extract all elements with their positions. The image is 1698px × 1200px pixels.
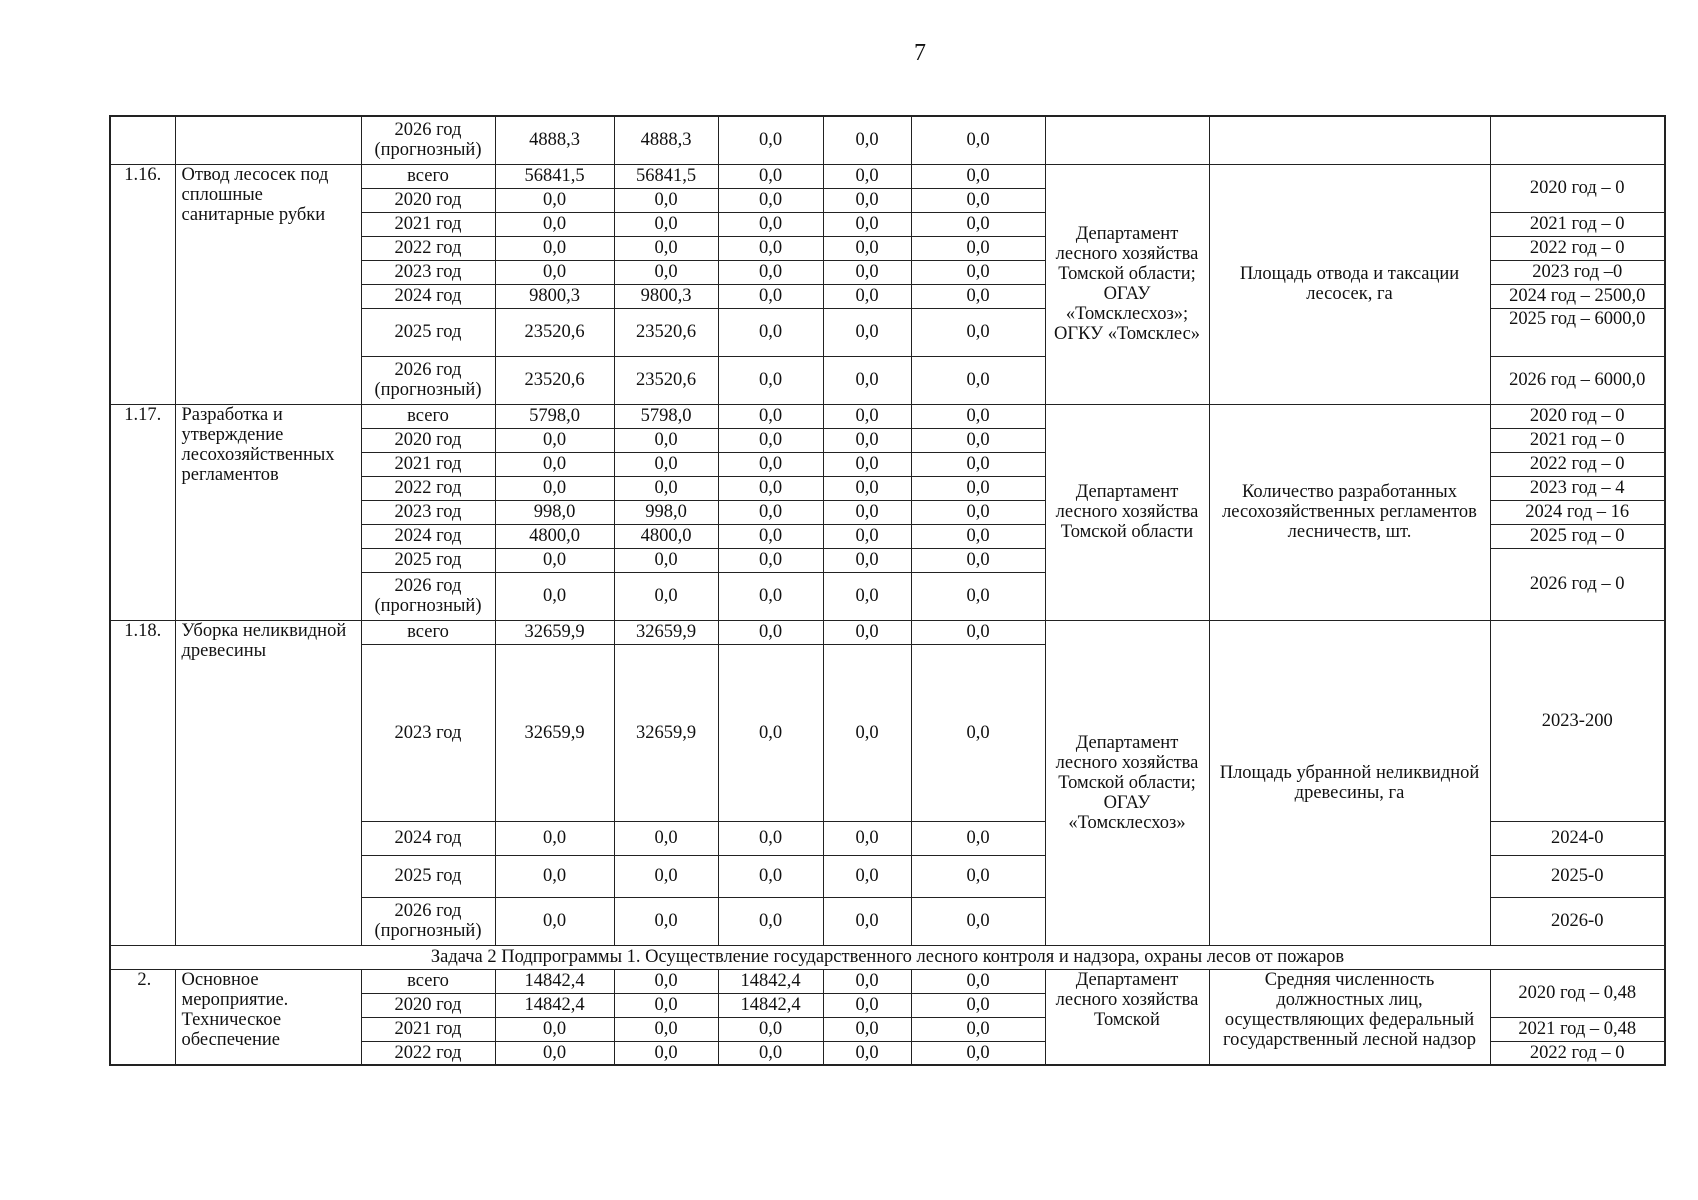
- value-cell: 0,0: [823, 993, 911, 1017]
- value-cell: 0,0: [718, 855, 823, 897]
- item-number: 2.: [110, 969, 175, 1065]
- value-cell: 0,0: [911, 356, 1045, 404]
- value-cell: 23520,6: [495, 308, 614, 356]
- value-cell: 0,0: [911, 524, 1045, 548]
- value-cell: 0,0: [911, 476, 1045, 500]
- item-name: Разработка и утверждение лесохозяйственных регламентов: [175, 404, 361, 620]
- year-cell: 2024 год: [361, 524, 495, 548]
- value-cell: 56841,5: [495, 164, 614, 188]
- value-cell: 0,0: [718, 620, 823, 644]
- value-cell: 0,0: [911, 572, 1045, 620]
- value-cell: 0,0: [911, 969, 1045, 993]
- value-cell: 0,0: [911, 212, 1045, 236]
- target-cell: 2026-0: [1490, 897, 1665, 945]
- value-cell: 0,0: [614, 476, 718, 500]
- value-cell: 0,0: [495, 188, 614, 212]
- year-cell: 2024 год: [361, 284, 495, 308]
- year-cell: 2023 год: [361, 500, 495, 524]
- target-cell: 2022 год – 0: [1490, 452, 1665, 476]
- target-cell: 2022 год – 0: [1490, 1041, 1665, 1065]
- value-cell: 0,0: [614, 212, 718, 236]
- value-cell: 0,0: [718, 260, 823, 284]
- value-cell: 0,0: [823, 188, 911, 212]
- item-name: Уборка неликвидной древесины: [175, 620, 361, 945]
- target-cell: 2024 год – 2500,0: [1490, 284, 1665, 308]
- target-cell: 2023-200: [1490, 620, 1665, 821]
- value-cell: 998,0: [495, 500, 614, 524]
- value-cell: 0,0: [495, 855, 614, 897]
- year-cell: всего: [361, 969, 495, 993]
- value-cell: 0,0: [823, 1017, 911, 1041]
- executor-cell: Департамент лесного хозяйства Томской: [1045, 969, 1209, 1065]
- value-cell: 0,0: [495, 1017, 614, 1041]
- table-row: [110, 164, 1665, 188]
- value-cell: 0,0: [823, 572, 911, 620]
- value-cell: 0,0: [718, 116, 823, 164]
- value-cell: 0,0: [495, 897, 614, 945]
- value-cell: 0,0: [911, 1041, 1045, 1065]
- year-cell: 2024 год: [361, 821, 495, 855]
- indicator-cell: Площадь убранной неликвидной древесины, га: [1209, 620, 1490, 945]
- value-cell: 0,0: [911, 1017, 1045, 1041]
- value-cell: 0,0: [823, 164, 911, 188]
- value-cell: 0,0: [911, 116, 1045, 164]
- value-cell: 0,0: [911, 236, 1045, 260]
- target-cell: 2025 год – 6000,0: [1490, 308, 1665, 356]
- value-cell: 0,0: [911, 308, 1045, 356]
- item-number: 1.18.: [110, 620, 175, 945]
- value-cell: 0,0: [614, 1017, 718, 1041]
- value-cell: 0,0: [718, 212, 823, 236]
- value-cell: 0,0: [614, 969, 718, 993]
- executor-cell: Департамент лесного хозяйства Томской области; ОГАУ «Томсклесхоз»: [1045, 620, 1209, 945]
- year-cell: 2020 год: [361, 428, 495, 452]
- value-cell: 23520,6: [614, 356, 718, 404]
- value-cell: 0,0: [718, 284, 823, 308]
- executor-cell: Департамент лесного хозяйства Томской области: [1045, 404, 1209, 620]
- value-cell: 0,0: [823, 452, 911, 476]
- year-cell: 2025 год: [361, 308, 495, 356]
- value-cell: 0,0: [495, 476, 614, 500]
- value-cell: 4800,0: [495, 524, 614, 548]
- value-cell: 0,0: [911, 500, 1045, 524]
- indicator-cell: Средняя численность должностных лиц, осуществляющих федеральный государственный лесной надзор: [1209, 969, 1490, 1065]
- value-cell: 0,0: [495, 236, 614, 260]
- value-cell: 14842,4: [718, 993, 823, 1017]
- target-cell: 2021 год – 0: [1490, 428, 1665, 452]
- year-cell: 2026 год (прогнозный): [361, 116, 495, 164]
- target-cell: 2026 год – 0: [1490, 548, 1665, 620]
- year-cell: 2026 год (прогнозный): [361, 572, 495, 620]
- year-cell: 2025 год: [361, 548, 495, 572]
- value-cell: 0,0: [911, 993, 1045, 1017]
- value-cell: 0,0: [823, 1041, 911, 1065]
- value-cell: 0,0: [614, 188, 718, 212]
- value-cell: 0,0: [495, 212, 614, 236]
- value-cell: 0,0: [495, 1041, 614, 1065]
- year-cell: 2021 год: [361, 452, 495, 476]
- value-cell: 0,0: [614, 428, 718, 452]
- value-cell: 0,0: [614, 452, 718, 476]
- table-row: [110, 945, 1665, 969]
- year-cell: всего: [361, 404, 495, 428]
- value-cell: 0,0: [495, 572, 614, 620]
- value-cell: 14842,4: [495, 969, 614, 993]
- table-row: [110, 116, 1665, 164]
- value-cell: 5798,0: [614, 404, 718, 428]
- value-cell: 23520,6: [614, 308, 718, 356]
- value-cell: 0,0: [718, 524, 823, 548]
- value-cell: 0,0: [911, 620, 1045, 644]
- target-cell: 2021 год – 0: [1490, 212, 1665, 236]
- value-cell: 0,0: [718, 548, 823, 572]
- value-cell: 0,0: [823, 260, 911, 284]
- table-row: [110, 620, 1665, 644]
- item-name: Отвод лесосек под сплошные санитарные рубки: [175, 164, 361, 404]
- value-cell: 0,0: [823, 644, 911, 821]
- value-cell: 0,0: [614, 572, 718, 620]
- target-cell: 2020 год – 0,48: [1490, 969, 1665, 1017]
- value-cell: 0,0: [614, 897, 718, 945]
- value-cell: 0,0: [718, 164, 823, 188]
- task-heading: Задача 2 Подпрограммы 1. Осуществление государственного лесного контроля и надзора, охраны лесов от пожаров: [110, 945, 1665, 969]
- value-cell: 0,0: [911, 284, 1045, 308]
- year-cell: 2020 год: [361, 993, 495, 1017]
- value-cell: 0,0: [823, 236, 911, 260]
- year-cell: 2023 год: [361, 644, 495, 821]
- item-name: Основное мероприятие. Техническое обеспечение: [175, 969, 361, 1065]
- value-cell: 0,0: [614, 236, 718, 260]
- value-cell: 9800,3: [495, 284, 614, 308]
- year-cell: 2022 год: [361, 236, 495, 260]
- target-cell: 2023 год –0: [1490, 260, 1665, 284]
- value-cell: 4800,0: [614, 524, 718, 548]
- value-cell: 0,0: [495, 260, 614, 284]
- value-cell: 0,0: [718, 308, 823, 356]
- year-cell: 2021 год: [361, 1017, 495, 1041]
- target-cell: 2026 год – 6000,0: [1490, 356, 1665, 404]
- value-cell: 0,0: [823, 428, 911, 452]
- target-cell: 2021 год – 0,48: [1490, 1017, 1665, 1041]
- value-cell: 0,0: [718, 572, 823, 620]
- year-cell: 2020 год: [361, 188, 495, 212]
- value-cell: 0,0: [614, 993, 718, 1017]
- value-cell: 0,0: [823, 116, 911, 164]
- value-cell: 0,0: [718, 821, 823, 855]
- value-cell: 0,0: [614, 548, 718, 572]
- value-cell: 4888,3: [614, 116, 718, 164]
- year-cell: 2022 год: [361, 1041, 495, 1065]
- value-cell: 0,0: [495, 548, 614, 572]
- value-cell: 9800,3: [614, 284, 718, 308]
- page-number: 7: [914, 40, 926, 66]
- value-cell: 0,0: [718, 500, 823, 524]
- value-cell: 14842,4: [718, 969, 823, 993]
- value-cell: 0,0: [911, 452, 1045, 476]
- target-cell: 2024-0: [1490, 821, 1665, 855]
- value-cell: 0,0: [823, 212, 911, 236]
- year-cell: 2025 год: [361, 855, 495, 897]
- value-cell: 0,0: [718, 188, 823, 212]
- value-cell: 0,0: [911, 897, 1045, 945]
- executor-cell: Департамент лесного хозяйства Томской области; ОГАУ «Томсклесхоз»; ОГКУ «Томсклес»: [1045, 164, 1209, 404]
- value-cell: 0,0: [823, 524, 911, 548]
- indicator-cell: Площадь отвода и таксации лесосек, га: [1209, 164, 1490, 404]
- value-cell: 0,0: [495, 452, 614, 476]
- value-cell: 0,0: [614, 1041, 718, 1065]
- target-cell: 2020 год – 0: [1490, 164, 1665, 212]
- year-cell: 2023 год: [361, 260, 495, 284]
- target-cell: 2023 год – 4: [1490, 476, 1665, 500]
- value-cell: 4888,3: [495, 116, 614, 164]
- value-cell: 0,0: [614, 260, 718, 284]
- value-cell: 23520,6: [495, 356, 614, 404]
- target-cell: 2022 год – 0: [1490, 236, 1665, 260]
- target-cell: 2020 год – 0: [1490, 404, 1665, 428]
- table-row: [110, 404, 1665, 428]
- year-cell: всего: [361, 620, 495, 644]
- value-cell: 0,0: [911, 260, 1045, 284]
- value-cell: 0,0: [823, 821, 911, 855]
- value-cell: 0,0: [911, 428, 1045, 452]
- value-cell: 0,0: [718, 452, 823, 476]
- value-cell: 0,0: [823, 284, 911, 308]
- value-cell: 32659,9: [495, 620, 614, 644]
- value-cell: 0,0: [823, 476, 911, 500]
- value-cell: 14842,4: [495, 993, 614, 1017]
- value-cell: 0,0: [718, 644, 823, 821]
- item-number: 1.17.: [110, 404, 175, 620]
- value-cell: 0,0: [823, 855, 911, 897]
- value-cell: 32659,9: [495, 644, 614, 821]
- value-cell: 0,0: [495, 428, 614, 452]
- value-cell: 0,0: [823, 548, 911, 572]
- target-cell: 2025 год – 0: [1490, 524, 1665, 548]
- value-cell: 0,0: [718, 897, 823, 945]
- indicator-cell: Количество разработанных лесохозяйственных регламентов лесничеств, шт.: [1209, 404, 1490, 620]
- program-table: [109, 115, 1666, 1066]
- value-cell: 0,0: [823, 308, 911, 356]
- value-cell: 0,0: [823, 356, 911, 404]
- value-cell: 0,0: [718, 1017, 823, 1041]
- year-cell: всего: [361, 164, 495, 188]
- value-cell: 0,0: [911, 404, 1045, 428]
- value-cell: 0,0: [718, 1041, 823, 1065]
- value-cell: 0,0: [614, 855, 718, 897]
- table-row: [110, 969, 1665, 993]
- value-cell: 0,0: [823, 897, 911, 945]
- value-cell: 32659,9: [614, 644, 718, 821]
- value-cell: 0,0: [823, 969, 911, 993]
- value-cell: 0,0: [911, 548, 1045, 572]
- target-cell: 2024 год – 16: [1490, 500, 1665, 524]
- value-cell: 0,0: [911, 188, 1045, 212]
- value-cell: 56841,5: [614, 164, 718, 188]
- value-cell: 0,0: [495, 821, 614, 855]
- value-cell: 0,0: [718, 428, 823, 452]
- value-cell: 998,0: [614, 500, 718, 524]
- value-cell: 0,0: [911, 855, 1045, 897]
- value-cell: 0,0: [718, 404, 823, 428]
- value-cell: 0,0: [718, 236, 823, 260]
- value-cell: 0,0: [614, 821, 718, 855]
- year-cell: 2021 год: [361, 212, 495, 236]
- target-cell: 2025-0: [1490, 855, 1665, 897]
- value-cell: 0,0: [823, 620, 911, 644]
- value-cell: 0,0: [823, 404, 911, 428]
- value-cell: 0,0: [718, 356, 823, 404]
- value-cell: 32659,9: [614, 620, 718, 644]
- value-cell: 0,0: [911, 164, 1045, 188]
- value-cell: 0,0: [911, 821, 1045, 855]
- year-cell: 2022 год: [361, 476, 495, 500]
- value-cell: 5798,0: [495, 404, 614, 428]
- value-cell: 0,0: [911, 644, 1045, 821]
- value-cell: 0,0: [718, 476, 823, 500]
- year-cell: 2026 год (прогнозный): [361, 356, 495, 404]
- value-cell: 0,0: [823, 500, 911, 524]
- year-cell: 2026 год (прогнозный): [361, 897, 495, 945]
- item-number: 1.16.: [110, 164, 175, 404]
